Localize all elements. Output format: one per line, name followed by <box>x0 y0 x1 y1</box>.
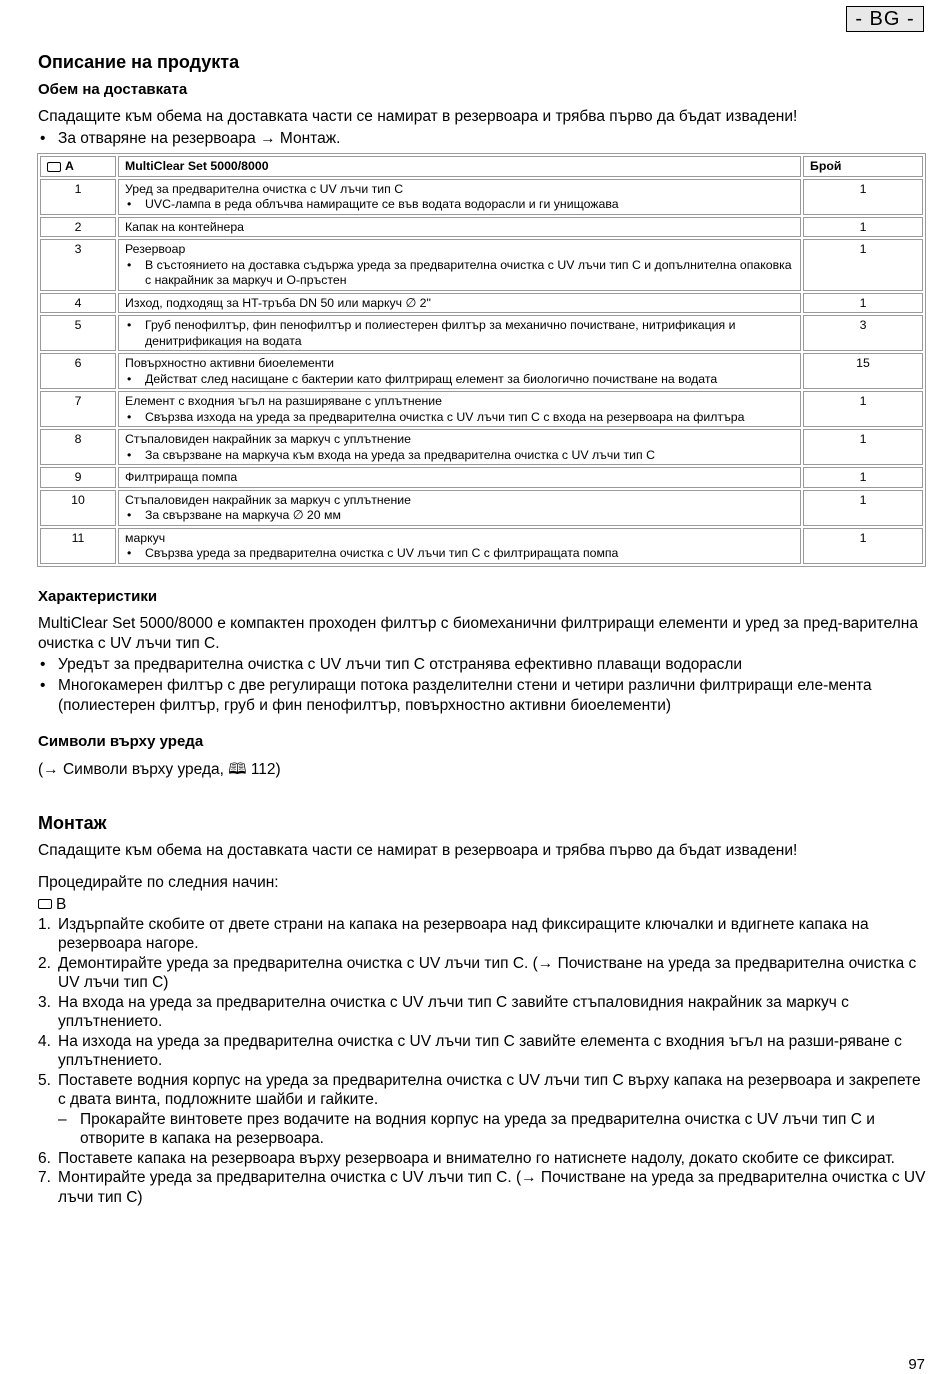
assembly-step <box>38 954 926 993</box>
step-text: На изхода на уреда за предварителна очистка с UV лъчи тип C завийте елемента с входния ъгъл на разши-ряване с уплътнението. <box>58 1032 902 1069</box>
table-row <box>40 528 923 564</box>
table-header-title: MultiClear Set 5000/8000 <box>118 156 801 177</box>
table-row <box>40 293 923 314</box>
step-number: 7. <box>38 1169 51 1186</box>
table-row <box>40 391 923 427</box>
table-row <box>40 490 923 526</box>
assembly-step <box>38 1032 926 1071</box>
row-quantity: 15 <box>803 353 923 389</box>
row-description <box>118 490 801 526</box>
symbols-reference: (→ Символи върху уреда, 🕮 112) <box>38 760 281 778</box>
row-text: Стъпаловиден накрайник за маркуч с уплътнение <box>125 492 411 507</box>
step-text: Монтирайте уреда за предварителна очистка с UV лъчи тип C. (→ Почистване на уреда за предварителна очистка с UV лъчи тип C) <box>58 1169 926 1206</box>
assembly-step <box>38 1149 926 1169</box>
row-text: Елемент с входния ъгъл на разширяване с уплътнение <box>125 394 442 408</box>
table-body <box>40 179 923 564</box>
row-number: 9 <box>40 467 116 488</box>
row-text: Изход, подходящ за HT-тръба DN 50 или маркуч ∅ 2" <box>125 295 431 310</box>
step-text: Поставете водния корпус на уреда за предварителна очистка с UV лъчи тип C върху капака на резервоара и закрепете с двата винта, подложните шайби и гайките. <box>58 1071 921 1108</box>
row-text: Филтрираща помпа <box>125 470 238 484</box>
row-quantity: 1 <box>803 179 923 215</box>
row-quantity: 1 <box>803 217 923 238</box>
row-text: маркуч <box>125 530 166 545</box>
characteristics-bullet-1: • Уредът за предварителна очистка с UV лъчи тип C отстранява ефективно плаващи водорасли <box>38 655 926 675</box>
table-row <box>40 467 923 488</box>
row-text: Стъпаловиден накрайник за маркуч с уплътнение <box>125 432 411 446</box>
row-description <box>118 293 801 314</box>
assembly-procedure: Процедирайте по следния начин: <box>38 873 279 891</box>
row-bullet: • В състоянието на доставка съдържа уреда за предварителна очистка с UV лъчи тип C и допълнителна опаковка с накрайник за маркуч и О-пръстен <box>125 258 794 289</box>
row-quantity: 1 <box>803 528 923 564</box>
assembly-sub-step: – Прокарайте винтовете през водачите на водния корпус на уреда за предварителна очистка с UV лъчи тип C и отворите в капака на резервоара. <box>38 1110 926 1149</box>
step-text: Демонтирайте уреда за предварителна очистка с UV лъчи тип C. (→ Почистване на уреда за предварителна очистка с UV лъчи тип C) <box>58 954 917 991</box>
subsection-title-scope: Обем на доставката <box>38 81 188 98</box>
row-number: 10 <box>40 490 116 526</box>
table-header-row <box>40 156 923 177</box>
step-number: 1. <box>38 915 51 933</box>
row-description <box>118 467 801 488</box>
figure-icon <box>47 162 61 172</box>
row-description <box>118 217 801 238</box>
assembly-steps-continued <box>38 1149 926 1208</box>
row-number: 11 <box>40 528 116 564</box>
scope-bullet: • За отваряне на резервоара → Монтаж. <box>38 129 926 149</box>
scope-text: Спадащите към обема на доставката части се намират в резервоара и трябва първо да бъдат извадени! <box>38 108 798 125</box>
table-row <box>40 315 923 351</box>
assembly-step <box>38 1071 926 1110</box>
row-bullet: • За свързване на маркуча ∅ 20 мм <box>125 508 794 524</box>
row-quantity: 1 <box>803 429 923 465</box>
row-bullet: • UVC-лампа в реда облъчва намиращите се във водата водорасли и ги унищожава <box>125 197 794 213</box>
row-number: 4 <box>40 293 116 314</box>
row-quantity: 1 <box>803 467 923 488</box>
row-quantity: 3 <box>803 315 923 351</box>
characteristics-bullet-2: • Многокамерен филтър с две регулиращи потока разделителни стени и четири различни филтриращи еле-мента (полиестерен филтър, груб и фин пенофилтър, повърхностно активни биоелементи) <box>38 676 926 716</box>
row-text: Повърхностно активни биоелементи <box>125 356 335 370</box>
row-description <box>118 179 801 215</box>
step-number: 6. <box>38 1149 51 1167</box>
row-quantity: 1 <box>803 391 923 427</box>
row-number: 2 <box>40 217 116 238</box>
table-row <box>40 179 923 215</box>
row-text: Уред за предварителна очистка с UV лъчи тип C <box>125 181 404 196</box>
table-header-qty: Брой <box>803 156 923 177</box>
row-description <box>118 429 801 465</box>
table-row <box>40 217 923 238</box>
row-description <box>118 239 801 291</box>
row-number: 8 <box>40 429 116 465</box>
figure-icon <box>38 899 52 909</box>
step-number: 2. <box>38 954 51 972</box>
row-quantity: 1 <box>803 490 923 526</box>
assembly-step <box>38 915 926 954</box>
row-bullet: • Свързва уреда за предварителна очистка с UV лъчи тип C с филтриращата помпа <box>125 546 794 562</box>
row-number: 3 <box>40 239 116 291</box>
step-text: Издърпайте скобите от двете страни на капака на резервоара над фиксиращите ключалки и вдигнете капака на резервоара нагоре. <box>58 915 869 952</box>
row-number: 7 <box>40 391 116 427</box>
row-number: 1 <box>40 179 116 215</box>
step-text: Поставете капака на резервоара върху резервоара и внимателно го натиснете надолу, докато скобите се фиксират. <box>58 1149 895 1167</box>
table-row <box>40 429 923 465</box>
row-bullet: • Действат след насищане с бактерии като филтриращ елемент за биологично почистване на водата <box>125 372 794 388</box>
section-title-product-description: Описание на продукта <box>38 52 240 72</box>
assembly-intro: Спадащите към обема на доставката части се намират в резервоара и трябва първо да бъдат извадени! <box>38 841 798 859</box>
table-row <box>40 353 923 389</box>
table-row <box>40 239 923 291</box>
step-number: 4. <box>38 1032 51 1050</box>
page-content <box>38 50 926 1207</box>
page-number: 97 <box>908 1356 925 1373</box>
delivery-table <box>37 153 926 567</box>
subsection-title-characteristics: Характеристики <box>38 587 158 605</box>
row-description <box>118 353 801 389</box>
figure-reference: B <box>38 895 926 915</box>
row-quantity: 1 <box>803 293 923 314</box>
assembly-step <box>38 993 926 1032</box>
assembly-steps <box>38 915 926 1110</box>
step-number: 3. <box>38 993 51 1011</box>
step-text: На входа на уреда за предварителна очистка с UV лъчи тип C завийте стъпаловидния накрайник за маркуч с уплътнението. <box>58 993 849 1030</box>
row-number: 5 <box>40 315 116 351</box>
row-text: Резервоар <box>125 242 186 256</box>
subsection-title-symbols: Символи върху уреда <box>38 732 204 750</box>
assembly-step <box>38 1168 926 1207</box>
row-bullet: • Свързва изхода на уреда за предварителна очистка с UV лъчи тип C с входа на резервоара на филтъра <box>125 410 794 426</box>
row-text: Капак на контейнера <box>125 219 244 234</box>
row-number: 6 <box>40 353 116 389</box>
row-bullet: • Груб пенофилтър, фин пенофилтър и полиестерен филтър за механично почистване, нитрификация и денитрификация на водата <box>125 318 794 349</box>
row-description <box>118 315 801 351</box>
table-header-figure: A <box>40 156 116 177</box>
step-number: 5. <box>38 1071 51 1089</box>
row-description <box>118 528 801 564</box>
section-title-assembly: Монтаж <box>38 812 107 833</box>
characteristics-text: MultiClear Set 5000/8000 е компактен проходен филтър с биомеханични филтриращи елементи и уред за пред-варителна очистка с UV лъчи тип C. <box>38 614 918 652</box>
book-icon: 🕮 <box>228 760 247 778</box>
row-bullet: • За свързване на маркуча към входа на уреда за предварителна очистка с UV лъчи тип C <box>125 448 794 464</box>
row-description <box>118 391 801 427</box>
language-badge: - BG - <box>846 6 924 32</box>
row-quantity: 1 <box>803 239 923 291</box>
